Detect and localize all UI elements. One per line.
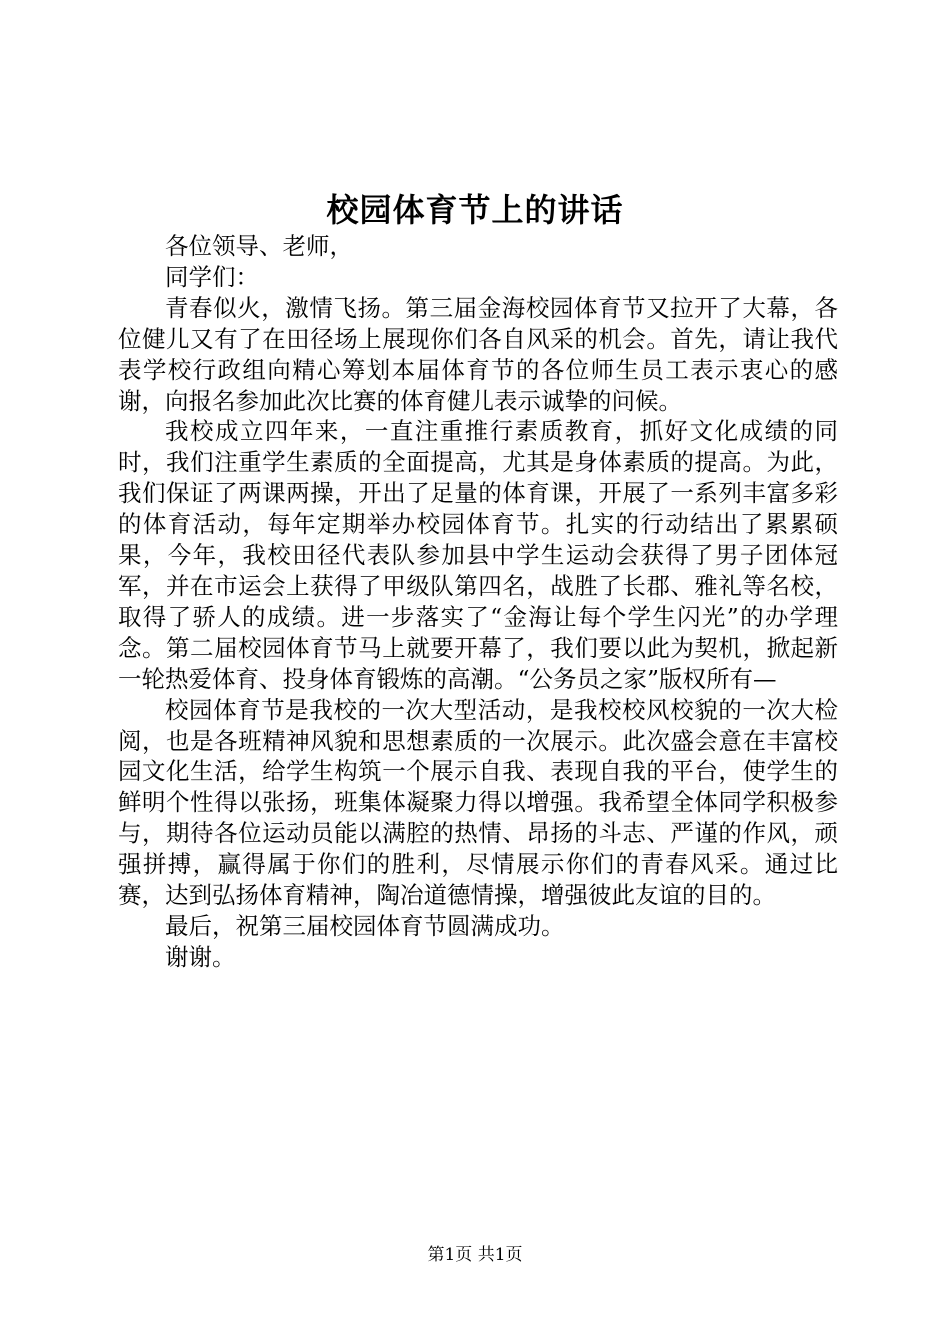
- paragraph-thanks: 谢谢。: [165, 942, 236, 971]
- document-body: [118, 231, 838, 973]
- paragraph-closing-wish: 最后，祝第三届校园体育节圆满成功。: [165, 911, 565, 940]
- salutation-students: 同学们：: [165, 262, 259, 291]
- salutation-leaders: 各位领导、老师，: [165, 232, 353, 260]
- document-title: 校园体育节上的讲话: [326, 191, 624, 229]
- paragraph-achievements: 我校成立四年来，一直注重推行素质教育，抓好文化成绩的同时，我们注重学生素质的全面提高，尤其是身体素质的提高。为此，我们保证了两课两操，开出了足量的体育课，开展了一系列丰富多彩的体育活动，每年定期举办校园体育节。扎实的行动结出了累累硕果，今年，我校田径代表队参加县中学生运动会获得了男子团体冠军，并在市运会上获得了甲级队第四名，战胜了长郡、雅礼等名校，取得了骄人的成绩。进一步落实了“金海让每个学生闪光”的办学理念。第二届校园体育节马上就要开幕了，我们要以此为契机，掀起新一轮热爱体育、投身体育锻炼的高潮。“公务员之家”版权所有—: [118, 417, 838, 693]
- paragraph-opening: 青春似火，激情飞扬。第三届金海校园体育节又拉开了大幕，各位健儿又有了在田径场上展现你们各自风采的机会。首先，请让我代表学校行政组向精心筹划本届体育节的各位师生员工表示衷心的感谢，向报名参加此次比赛的体育健儿表示诚挚的问候。: [118, 293, 838, 415]
- page-footer: 第1页 共1页: [427, 1245, 523, 1265]
- paragraph-significance: 校园体育节是我校的一次大型活动，是我校校风校貌的一次大检阅，也是各班精神风貌和思想素质的一次展示。此次盛会意在丰富校园文化生活，给学生构筑一个展示自我、表现自我的平台，使学生的鲜明个性得以张扬，班集体凝聚力得以增强。我希望全体同学积极参与，期待各位运动员能以满腔的热情、昂扬的斗志、严谨的作风，顽强拼搏，赢得属于你们的胜利，尽情展示你们的青春风采。通过比赛，达到弘扬体育精神，陶冶道德情操，增强彼此友谊的目的。: [118, 695, 838, 910]
